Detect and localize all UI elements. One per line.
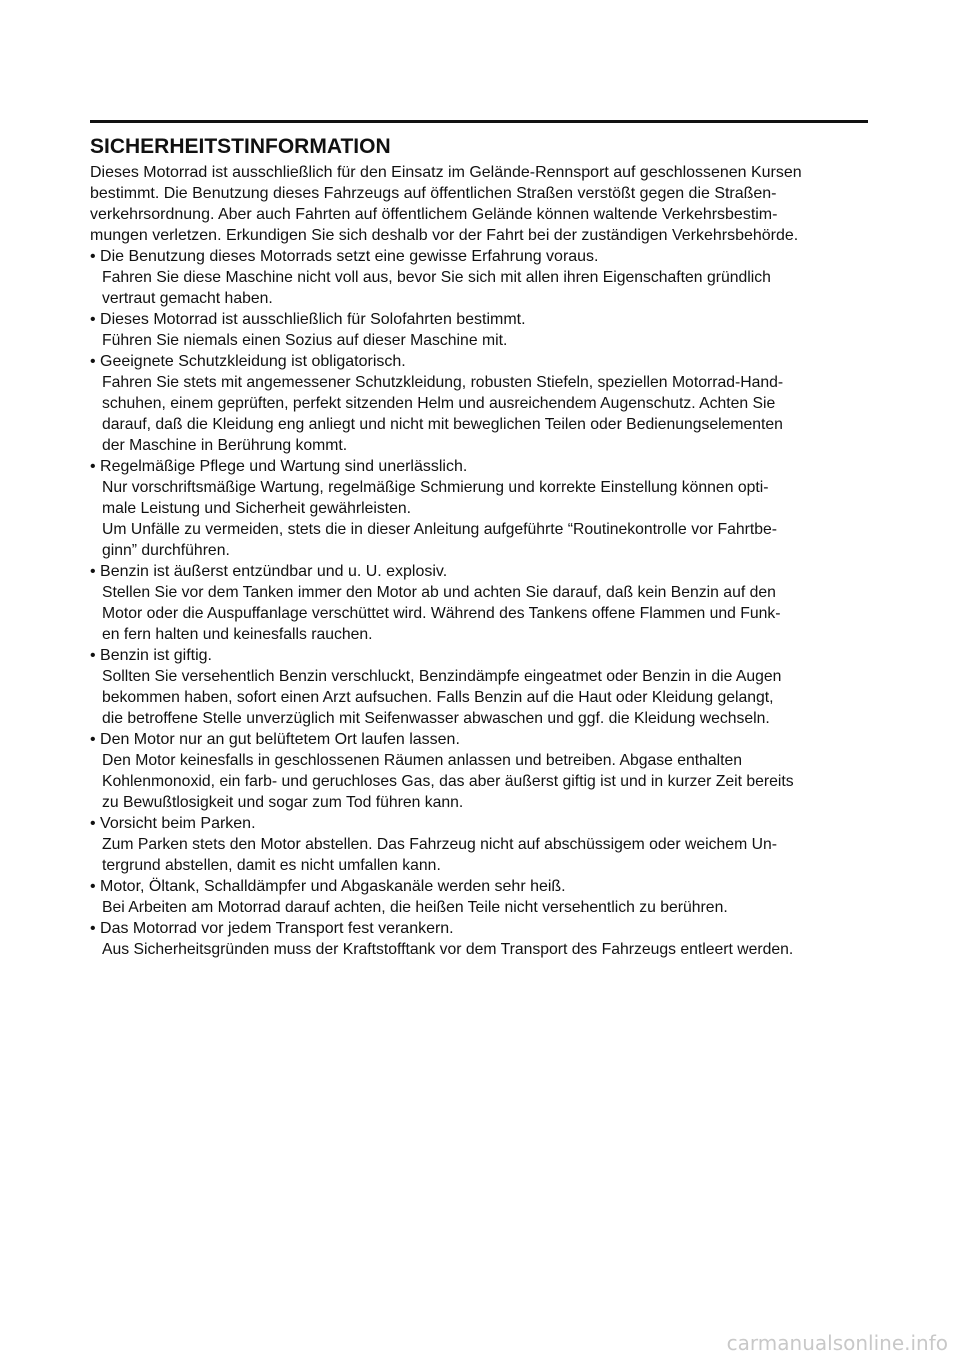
body-text-line-indented: bekommen haben, sofort einen Arzt aufsuchen. Falls Benzin auf die Haut oder Kleidung gelangt,	[102, 689, 774, 706]
body-text-line-indented: Um Unfälle zu vermeiden, stets die in dieser Anleitung aufgeführte “Routinekontrolle vor Fahrtbe-	[102, 521, 777, 538]
body-text-line: bestimmt. Die Benutzung dieses Fahrzeugs auf öffentlichen Straßen verstößt gegen die Straßen-	[90, 185, 777, 202]
body-text-line-indented: darauf, daß die Kleidung eng anliegt und nicht mit beweglichen Teilen oder Bedienungselementen	[102, 416, 783, 433]
body-text-line: • Regelmäßige Pflege und Wartung sind unerlässlich.	[90, 458, 468, 475]
body-text-line-indented: Fahren Sie diese Maschine nicht voll aus, bevor Sie sich mit allen ihren Eigenschaften gründlich	[102, 269, 771, 286]
body-text-line-indented: schuhen, einem geprüften, perfekt sitzenden Helm und ausreichendem Augenschutz. Achten Sie	[102, 395, 776, 412]
body-text-line-indented: Kohlenmonoxid, ein farb- und geruchloses Gas, das aber äußerst giftig ist und in kurzer Zeit bereits	[102, 773, 794, 790]
body-text-line: • Den Motor nur an gut belüftetem Ort laufen lassen.	[90, 731, 460, 748]
page-title: SICHERHEITSTINFORMATION	[90, 135, 391, 158]
body-text-line-indented: der Maschine in Berührung kommt.	[102, 437, 348, 454]
body-text-line-indented: Aus Sicherheitsgründen muss der Kraftstofftank vor dem Transport des Fahrzeugs entleert werden.	[102, 941, 794, 958]
body-text-line: • Das Motorrad vor jedem Transport fest verankern.	[90, 920, 454, 937]
body-text-line-indented: Zum Parken stets den Motor abstellen. Das Fahrzeug nicht auf abschüssigem oder weichem Un-	[102, 836, 777, 853]
body-text-line: • Die Benutzung dieses Motorrads setzt eine gewisse Erfahrung voraus.	[90, 248, 599, 265]
body-text-line-indented: Stellen Sie vor dem Tanken immer den Motor ab und achten Sie darauf, daß kein Benzin auf den	[102, 584, 776, 601]
watermark: carmanualsonline.info	[726, 1331, 948, 1355]
body-text-line-indented: tergrund abstellen, damit es nicht umfallen kann.	[102, 857, 441, 874]
body-text-line-indented: Nur vorschriftsmäßige Wartung, regelmäßige Schmierung und korrekte Einstellung können opti-	[102, 479, 769, 496]
body-text-line: • Benzin ist giftig.	[90, 647, 212, 664]
body-text-line-indented: Fahren Sie stets mit angemessener Schutzkleidung, robusten Stiefeln, speziellen Motorrad-Hand-	[102, 374, 784, 391]
body-text-line-indented: vertraut gemacht haben.	[102, 290, 273, 307]
body-text-line-indented: die betroffene Stelle unverzüglich mit Seifenwasser abwaschen und ggf. die Kleidung wechseln.	[102, 710, 770, 727]
body-text-line-indented: male Leistung und Sicherheit gewährleisten.	[102, 500, 412, 517]
body-text-line-indented: Den Motor keinesfalls in geschlossenen Räumen anlassen und betreiben. Abgase enthalten	[102, 752, 743, 769]
body-text-line: • Motor, Öltank, Schalldämpfer und Abgaskanäle werden sehr heiß.	[90, 878, 566, 895]
safety-text-body	[90, 162, 880, 960]
body-text-line: Dieses Motorrad ist ausschließlich für den Einsatz im Gelände-Rennsport auf geschlossenen Kursen	[90, 164, 802, 181]
body-text-line-indented: Führen Sie niemals einen Sozius auf dieser Maschine mit.	[102, 332, 508, 349]
body-text-line-indented: Bei Arbeiten am Motorrad darauf achten, die heißen Teile nicht versehentlich zu berühren.	[102, 899, 728, 916]
body-text-line: • Geeignete Schutzkleidung ist obligatorisch.	[90, 353, 406, 370]
body-text-line-indented: en fern halten und keinesfalls rauchen.	[102, 626, 373, 643]
body-text-line-indented: zu Bewußtlosigkeit und sogar zum Tod führen kann.	[102, 794, 464, 811]
body-text-line-indented: ginn” durchführen.	[102, 542, 230, 559]
body-text-line: verkehrsordnung. Aber auch Fahrten auf öffentlichem Gelände können waltende Verkehrsbestim-	[90, 206, 778, 223]
body-text-line: • Dieses Motorrad ist ausschließlich für Solofahrten bestimmt.	[90, 311, 526, 328]
body-text-line: • Benzin ist äußerst entzündbar und u. U. explosiv.	[90, 563, 448, 580]
body-text-line-indented: Sollten Sie versehentlich Benzin verschluckt, Benzindämpfe eingeatmet oder Benzin in die Augen	[102, 668, 782, 685]
body-text-line: • Vorsicht beim Parken.	[90, 815, 256, 832]
body-text-line-indented: Motor oder die Auspuffanlage verschüttet wird. Während des Tankens offene Flammen und Funk-	[102, 605, 781, 622]
header-rule	[90, 120, 868, 123]
body-text-line: mungen verletzen. Erkundigen Sie sich deshalb vor der Fahrt bei der zuständigen Verkehrsbehörde.	[90, 227, 799, 244]
